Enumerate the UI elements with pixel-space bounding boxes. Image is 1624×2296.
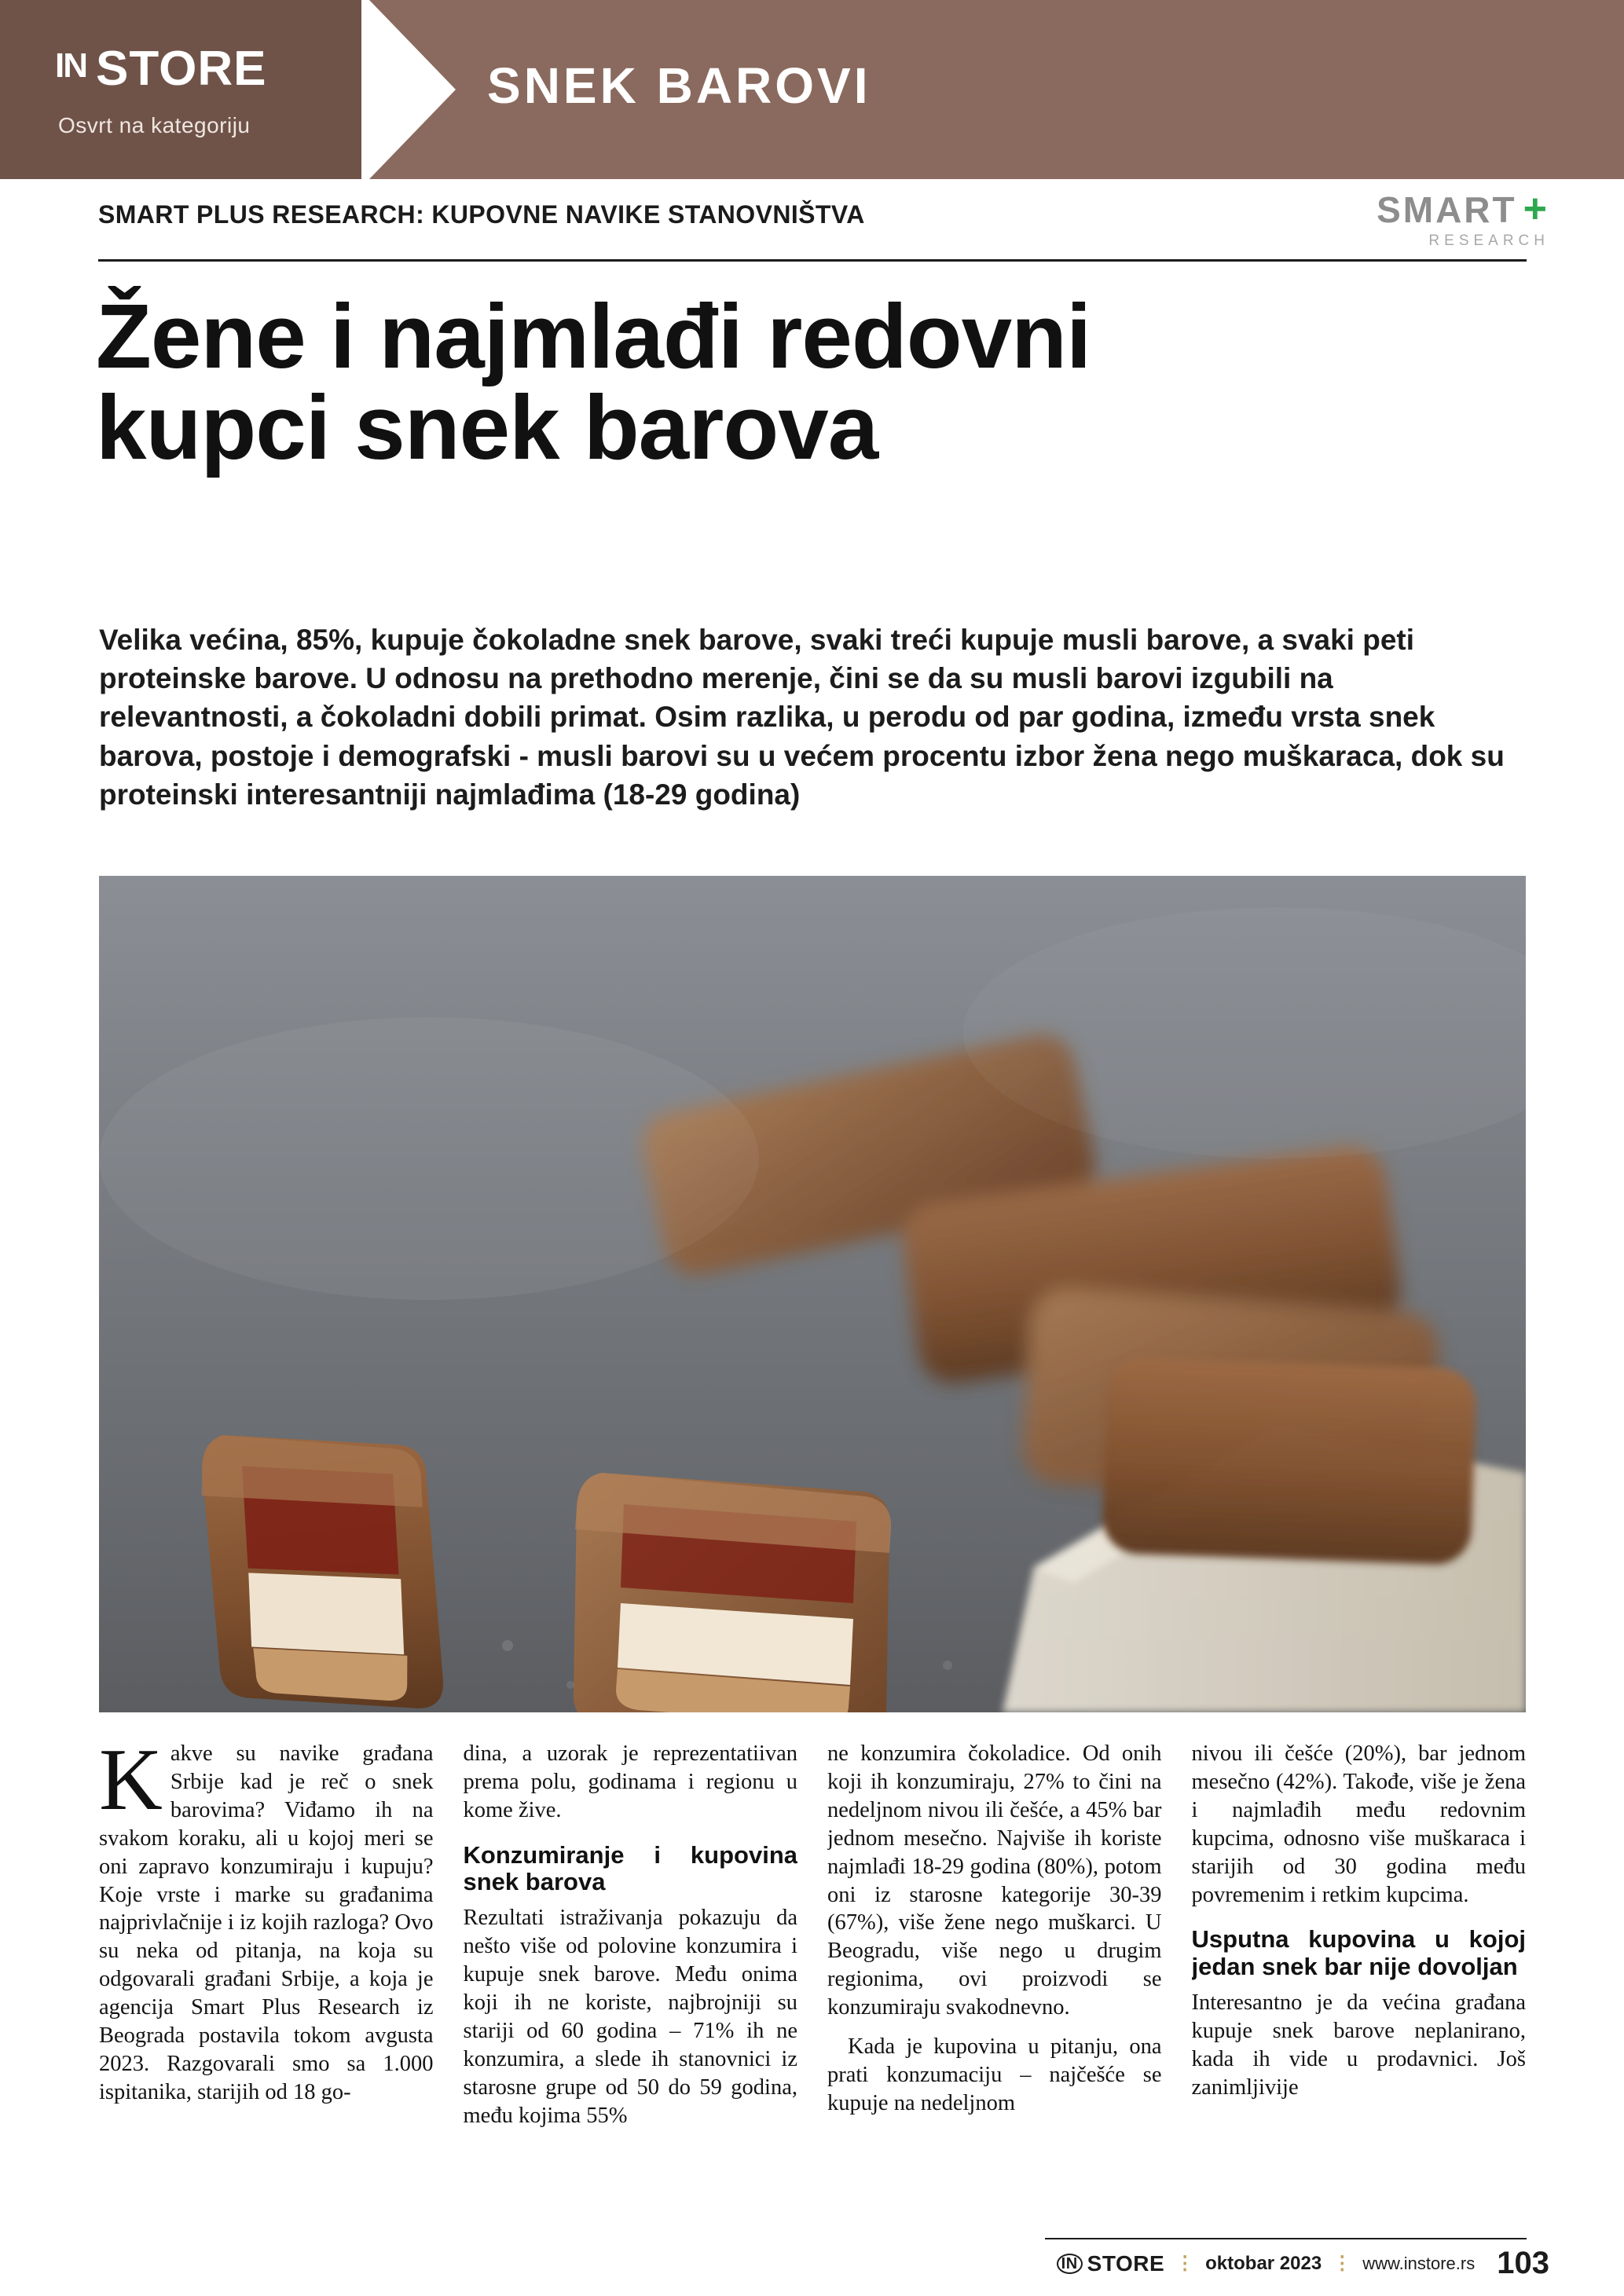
body-column-2 xyxy=(464,1740,798,2203)
body-paragraph: dina, a uzorak je reprezentatiivan prema polu, godinama i regionu u kome žive. xyxy=(463,1741,797,1822)
footer-wordmark: STORE xyxy=(1087,2250,1165,2276)
lead-paragraph: Velika većina, 85%, kupuje čokoladne snek barove, svaki treći kupuje musli barove, a svaki peti proteinske barove. U odnosu na prethodno merenje, čini se da su musli barovi izgubili na relevantnosti, a čokoladni dobili primat. Osim razlika, u perodu od par godina, između vrsta snek barova, postoje i demografski - musli barovi su u većem procentu izbor žena nego muškaraca, dok su proteinski interesantniji najmlađima (18-29 godina) xyxy=(99,624,1505,811)
page-title xyxy=(96,285,1534,478)
footer-website: www.instore.rs xyxy=(1362,2253,1476,2273)
footer-separator: ⋮ xyxy=(1333,2253,1352,2274)
category-header-bar xyxy=(0,0,1624,179)
drop-cap: K xyxy=(99,1740,163,1829)
chevron-right-icon xyxy=(361,0,464,179)
footer-divider xyxy=(1045,2238,1527,2239)
body-paragraph: nivou ili češće (20%), bar jednom mesečno (42%). Takođe, više je žena i najmlađih među redovnim kupcima, odnosno više muškaraca i starijih od 30 godina među povremenim i retkim kupcima. xyxy=(1191,1741,1526,1907)
body-column-4 xyxy=(1192,1740,1527,2203)
header-subtitle: Osvrt na kategoriju xyxy=(58,113,251,137)
smart-plus-icon: + xyxy=(1523,186,1549,233)
body-paragraph: Kada je kupovina u pitanju, ona prati konzumaciju – najčešće se kupuje na nedeljnom xyxy=(827,2034,1162,2115)
footer-in-badge: IN xyxy=(1057,2254,1083,2274)
instore-wordmark: STORE xyxy=(96,42,267,96)
footer-date: oktobar 2023 xyxy=(1205,2252,1322,2274)
smart-research-sub: RESEARCH xyxy=(1428,233,1549,249)
body-column-3 xyxy=(827,1740,1162,2203)
header-divider xyxy=(98,259,1527,262)
body-paragraph: ne konzumira čokoladice. Od onih koji ih konzumiraju, 27% to čini na nedeljnom nivou ili češće, a 45% bar jednom mesečno. Najviše ih koriste najmlađi 18-29 godina (80%), potom oni iz starosne kategorije 30-39 (67%), više žene nego muškarci. U Beogradu, više nego u drugim regionima, ovi proizvodi se konzumiraju svakodnevno. xyxy=(827,1741,1162,2020)
article-photo xyxy=(99,876,1526,1712)
section-subheading: Konzumiranje i kupovina snek barova xyxy=(463,1840,797,1896)
headline-line-2: kupci snek barova xyxy=(96,376,878,478)
instore-in-badge: IN xyxy=(55,46,86,85)
body-column-1 xyxy=(99,1740,434,2203)
body-text: akve su navike građana Srbije kad je reč o snek barovima? Viđamo ih na svakom koraku, ali u kojoj meri se oni zapravo konzumiraju i kupuju? Koje vrste i marke su građanima najprivlačnije i iz kojih razloga? Ovo su neka od pitanja, na koja su odgovarali građani Srbije, a koja je agencija Smart Plus Research iz Beograda postavila tokom avgusta 2023. Razgovarali smo sa 1.000 ispitanika, starijih od 18 go- xyxy=(99,1741,434,2104)
smart-research-logo xyxy=(1377,186,1549,250)
instore-logo xyxy=(55,41,266,97)
article-body xyxy=(99,1740,1526,2203)
photo-illustration xyxy=(99,876,1526,1712)
body-paragraph: Interesantno je da većina građana kupuje snek barove neplanirano, kada ih vide u prodavnici. Još zanimljivije xyxy=(1191,1990,1526,2100)
headline-line-1: Žene i najmlađi redovni xyxy=(96,285,1091,387)
body-paragraph: Rezultati istraživanja pokazuju da nešto više od polovine konzumira i kupuje snek barove. Među onima koji ih ne koriste, najbrojniji su stariji od 60 godina – 71% ih ne konzumira, a slede ih stanovnici iz starosne grupe od 50 do 59 godina, među kojima 55% xyxy=(463,1906,797,2128)
category-title: SNEK BAROVI xyxy=(487,57,871,114)
section-subheading: Usputna kupovina u kojoj jedan snek bar nije dovoljan xyxy=(1191,1925,1526,1981)
footer-separator: ⋮ xyxy=(1175,2253,1195,2274)
page-number: 103 xyxy=(1497,2246,1549,2280)
body-paragraph xyxy=(99,1740,434,2107)
footer-logo xyxy=(1057,2251,1164,2276)
smart-wordmark: SMART xyxy=(1377,189,1517,230)
kicker-line: SMART PLUS RESEARCH: KUPOVNE NAVIKE STANOVNIŠTVA xyxy=(98,200,865,229)
page-footer xyxy=(0,2228,1624,2296)
